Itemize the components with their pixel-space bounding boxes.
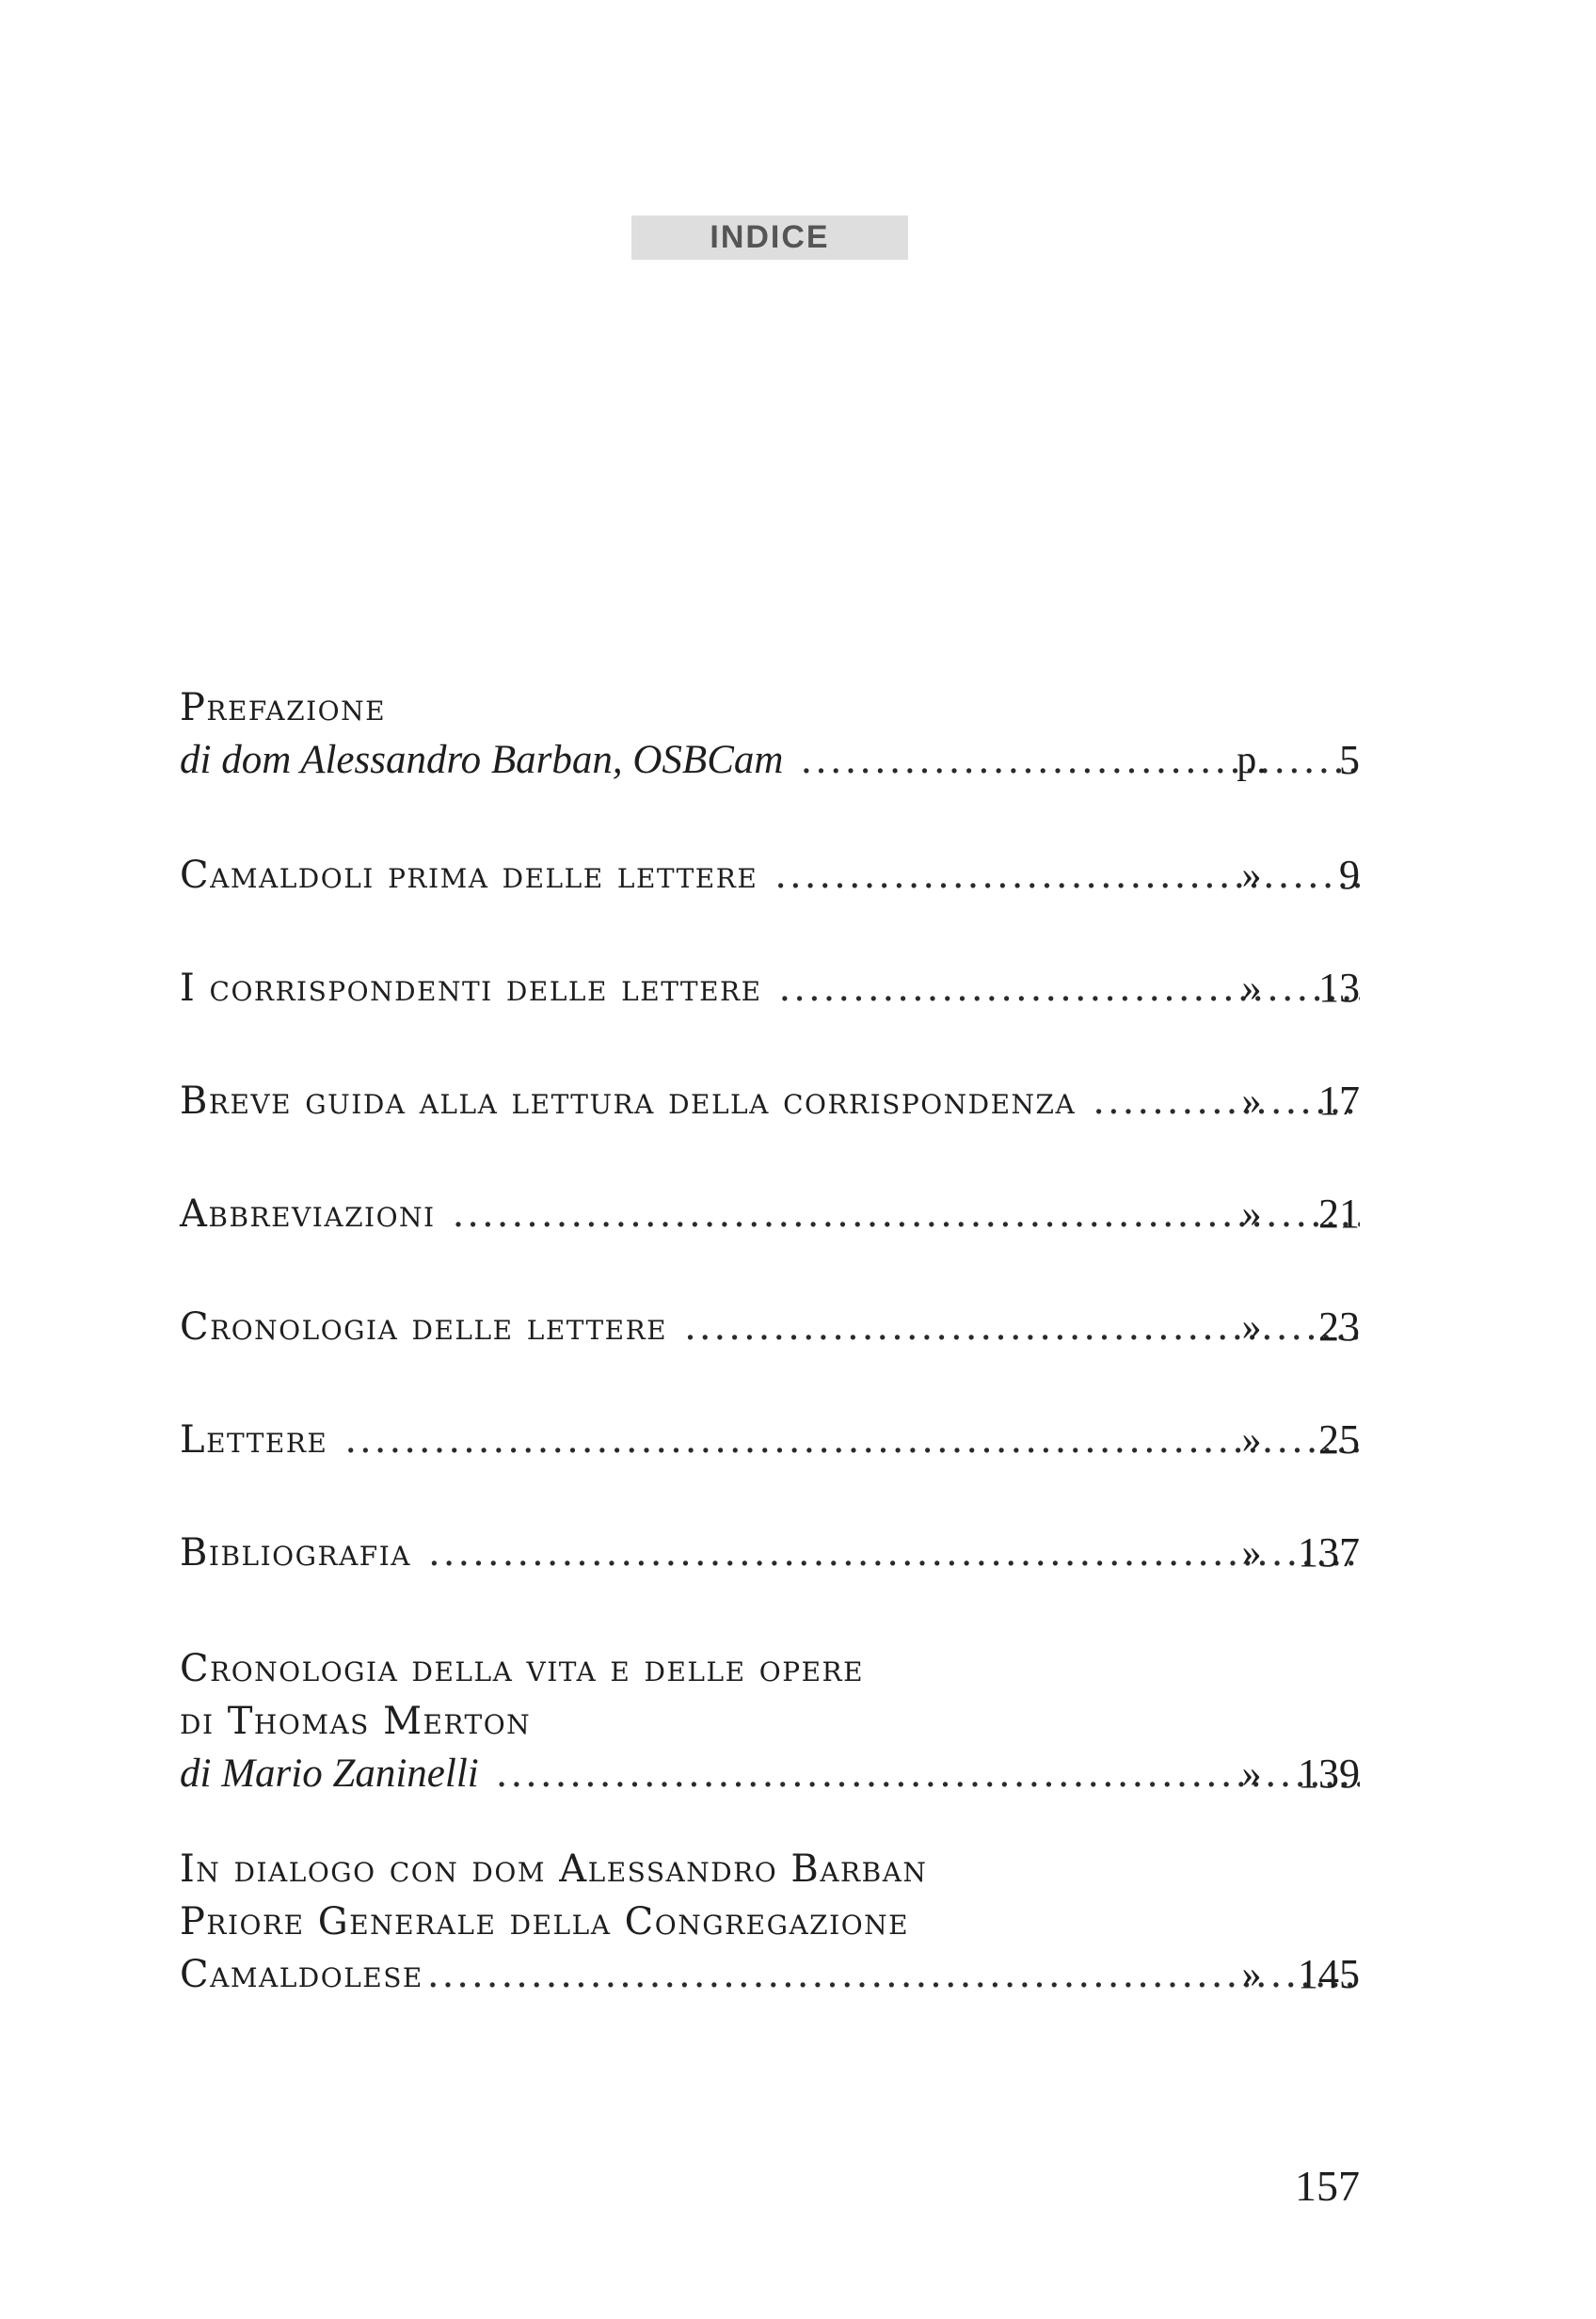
page-marker: »: [1241, 1192, 1262, 1236]
toc-entry-label: di dom Alessandro Barban, OSBCam: [180, 738, 784, 782]
page-ref: 145: [1298, 1951, 1360, 1997]
page-marker: »: [1241, 1953, 1262, 1996]
toc-entry-lettere[interactable]: [180, 1414, 1365, 1466]
page-marker: »: [1241, 1531, 1262, 1575]
toc-entry-prefazione-title: Prefazione: [180, 686, 387, 729]
page-ref: 21: [1318, 1191, 1360, 1237]
toc-entry-dialogo-subtitle: Priore Generale della Congregazione: [180, 1900, 910, 1943]
toc-entry-label: Lettere: [180, 1418, 328, 1462]
page-ref: 17: [1318, 1078, 1360, 1124]
toc-entry-label: Camaldoli prima delle lettere: [180, 854, 758, 897]
page-marker: »: [1241, 967, 1262, 1010]
page-marker: »: [1241, 1080, 1262, 1123]
page-ref: 139: [1298, 1751, 1360, 1797]
page-marker: »: [1241, 854, 1262, 897]
toc-entry-cronologia-vita-title: Cronologia della vita e delle opere: [180, 1647, 865, 1690]
toc-entry-abbreviazioni[interactable]: [180, 1188, 1365, 1240]
toc-entry-label: Abbreviazioni: [180, 1192, 436, 1236]
page-marker: »: [1241, 1752, 1262, 1796]
toc-entry-cronologia-vita-subtitle: di Thomas Merton: [180, 1700, 532, 1743]
toc-entry-cronologia-vita[interactable]: [180, 1748, 1365, 1800]
toc-entry-prefazione[interactable]: [180, 734, 1365, 787]
page-ref: 9: [1339, 852, 1360, 898]
page-ref: 25: [1318, 1416, 1360, 1463]
toc-entry-camaldoli[interactable]: [180, 849, 1365, 902]
page-number: 157: [1295, 2162, 1360, 2210]
toc-entry-label: Breve guida alla lettura della corrispondenza: [180, 1080, 1077, 1123]
page-ref: 5: [1339, 737, 1360, 783]
page-ref: 23: [1318, 1303, 1360, 1350]
toc-entry-label: Bibliografia: [180, 1531, 412, 1575]
toc-entry-label: I corrispondenti delle lettere: [180, 967, 762, 1010]
toc-entry-label: Camaldolese: [180, 1953, 423, 1996]
page-marker: »: [1241, 1418, 1262, 1462]
toc-entry-corrispondenti[interactable]: [180, 962, 1365, 1015]
dot-leader: [428, 1527, 1360, 1579]
toc-entry-dialogo[interactable]: [180, 1948, 1365, 2001]
page-marker: »: [1241, 1305, 1262, 1349]
toc-entry-label: Cronologia delle lettere: [180, 1305, 668, 1349]
page-ref: 13: [1318, 965, 1360, 1011]
dot-leader: [344, 1414, 1360, 1466]
page-marker: p.: [1237, 739, 1267, 782]
page-ref: 137: [1298, 1529, 1360, 1575]
toc-entry-dialogo-title: In dialogo con dom Alessandro Barban: [180, 1847, 928, 1891]
index-heading: INDICE: [710, 219, 830, 255]
toc-entry-label: di Mario Zaninelli: [180, 1751, 479, 1796]
toc-entry-bibliografia[interactable]: [180, 1527, 1365, 1579]
toc-entry-breve-guida[interactable]: [180, 1075, 1365, 1128]
dot-leader: [427, 1948, 1360, 2001]
toc-entry-cronologia-lettere[interactable]: [180, 1301, 1365, 1353]
